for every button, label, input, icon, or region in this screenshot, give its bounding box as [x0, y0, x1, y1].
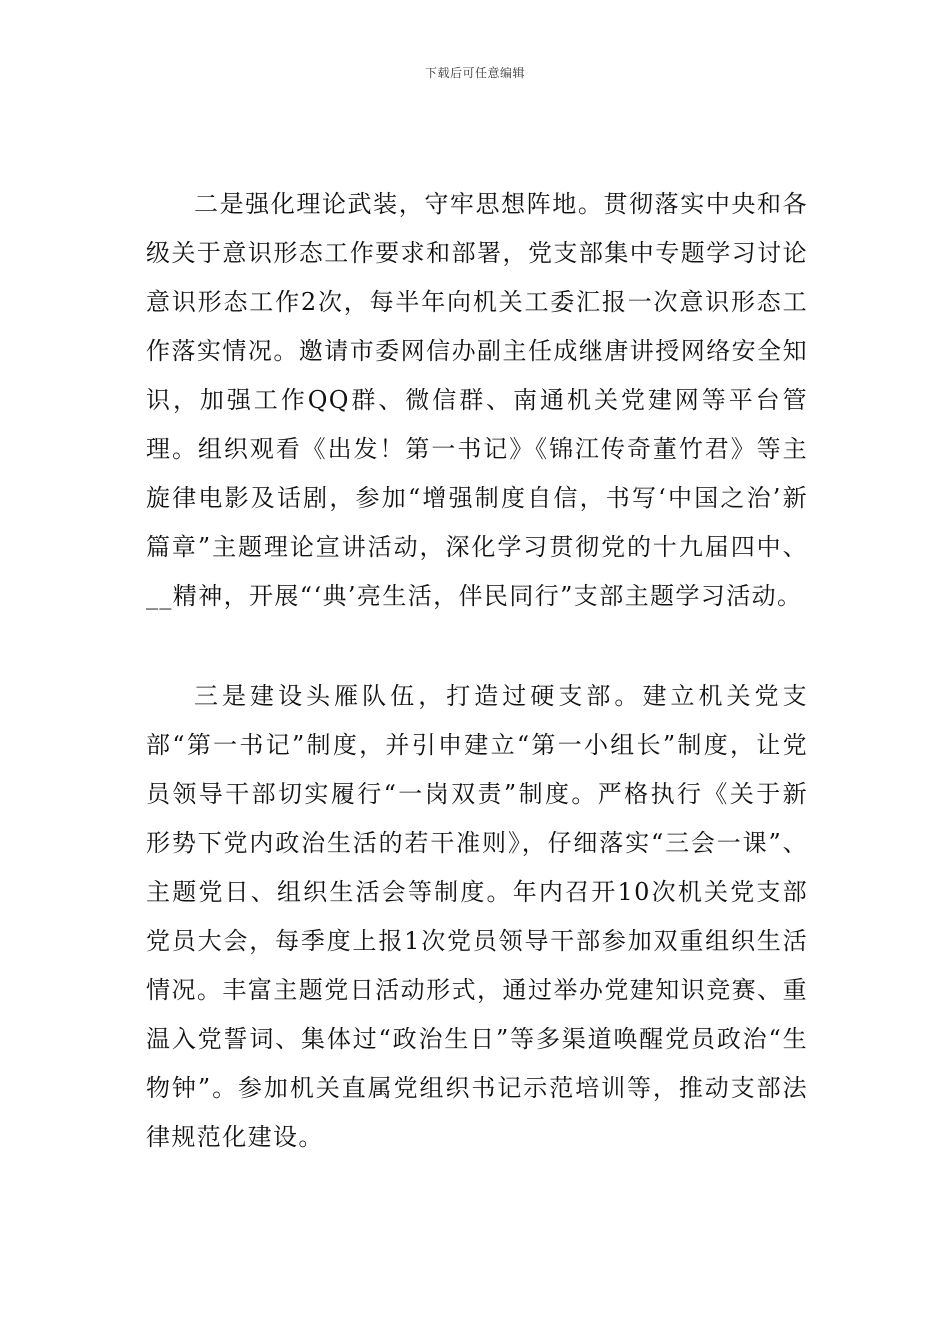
paragraph-theory-armament: 二是强化理论武装，守牢思想阵地。贯彻落实中央和各级关于意识形态工作要求和部署，党支部集中专题学习讨论意识形态工作2次，每半年向机关工委汇报一次意识形态工作落实情况。邀请市委网信办副主任成继唐讲授网络安全知识，加强工作QQ群、微信群、南通机关党建网等平台管理。组织观看《出发！第一书记》《锦江传奇董竹君》等主旋律电影及话剧，参加“增强制度自信，书写‘中国之治’新篇章”主题理论宣讲活动，深化学习贯彻党的十九届四中、__精神，开展“‘典’亮生活，伴民同行”支部主题学习活动。: [146, 190, 808, 610]
document-body: [146, 180, 808, 1162]
page-header: 下载后可任意编辑: [424, 66, 525, 80]
paragraph-branch-building: 三是建设头雁队伍，打造过硬支部。建立机关党支部“第一书记”制度，并引申建立“第一小组长”制度，让党员领导干部切实履行“一岗双责”制度。严格执行《关于新形势下党内政治生活的若干准则》，仔细落实“三会一课”、主题党日、组织生活会等制度。年内召开10次机关党支部党员大会，每季度上报1次党员领导干部参加双重组织生活情况。丰富主题党日活动形式，通过举办党建知识竞赛、重温入党誓词、集体过“政治生日”等多渠道唤醒党员政治“生物钟”。参加机关直属党组织书记示范培训等，推动支部法律规范化建设。: [146, 682, 808, 1151]
